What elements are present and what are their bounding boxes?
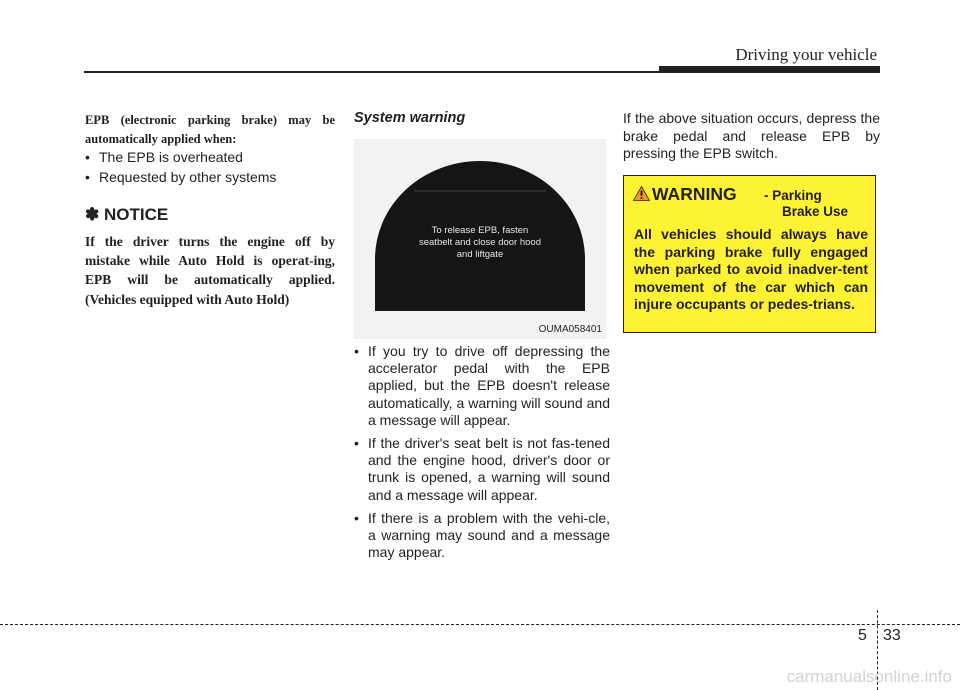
list-item-text: The EPB is overheated (99, 149, 243, 165)
list-item (354, 510, 610, 562)
list-item (85, 167, 340, 187)
bullet-icon: • (85, 149, 90, 165)
cluster-figure (354, 139, 606, 339)
warning-subtitle-line: Brake Use (782, 204, 849, 219)
bullet-icon: • (354, 509, 359, 526)
list-item-text: If you try to drive off depressing the accelerator pedal with the EPB applied, but the EPB doesn't release automatically, a warning will sound and a message will appear. (368, 343, 610, 428)
list-item-text: If there is a problem with the vehi-cle, a warning may sound and a message may appear. (368, 509, 610, 561)
list-item (354, 435, 610, 504)
warning-subtitle-line: - Parking (764, 188, 822, 203)
list-item (354, 343, 610, 429)
bullet-icon: • (85, 169, 90, 185)
notice-title: NOTICE (103, 205, 169, 224)
section-title: System warning (354, 110, 466, 126)
warning-label: WARNING (652, 184, 737, 204)
page-number: 33 (883, 627, 901, 644)
epb-conditions-list (85, 147, 340, 187)
list-item-text: If the driver's seat belt is not fas-tened and the engine hood, driver's door or trunk is opened, a warning will sound and a message will appear. (368, 435, 610, 503)
list-item-text: Requested by other systems (99, 169, 277, 185)
warning-box (623, 175, 876, 333)
list-item (85, 147, 340, 167)
footer-rule (0, 624, 960, 625)
watermark: carmanualsonline.info (786, 667, 952, 686)
warning-triangle-icon (633, 186, 650, 201)
epb-intro: EPB (electronic parking brake) may be automatically applied when: (85, 113, 335, 146)
release-instructions: If the above situation occurs, depress the brake pedal and release EPB by pressing the EPB switch. (623, 110, 880, 161)
notice-star-icon: ✽ (85, 205, 100, 224)
warning-subtitle (764, 188, 860, 220)
chapter-number: 5 (858, 627, 867, 644)
figure-code: OUMA058401 (538, 324, 602, 335)
header-rule (84, 71, 880, 73)
notice-heading (85, 205, 168, 225)
notice-body: If the driver turns the engine off by mistake while Auto Hold is operat-ing, EPB will be automatically applied. (Vehicles equipped with Auto Hold) (85, 234, 335, 307)
running-header: Driving your vehicle (735, 45, 877, 64)
warning-body: All vehicles should always have the parking brake fully engaged when parked to avoid inadver-tent movement of the car which can injure occupants or pedes-trians. (634, 226, 868, 312)
system-warning-list (354, 343, 610, 561)
bullet-icon: • (354, 435, 359, 452)
cluster-message: To release EPB, fasten seatbelt and close door hood and liftgate (418, 225, 541, 260)
bullet-icon: • (354, 343, 359, 359)
